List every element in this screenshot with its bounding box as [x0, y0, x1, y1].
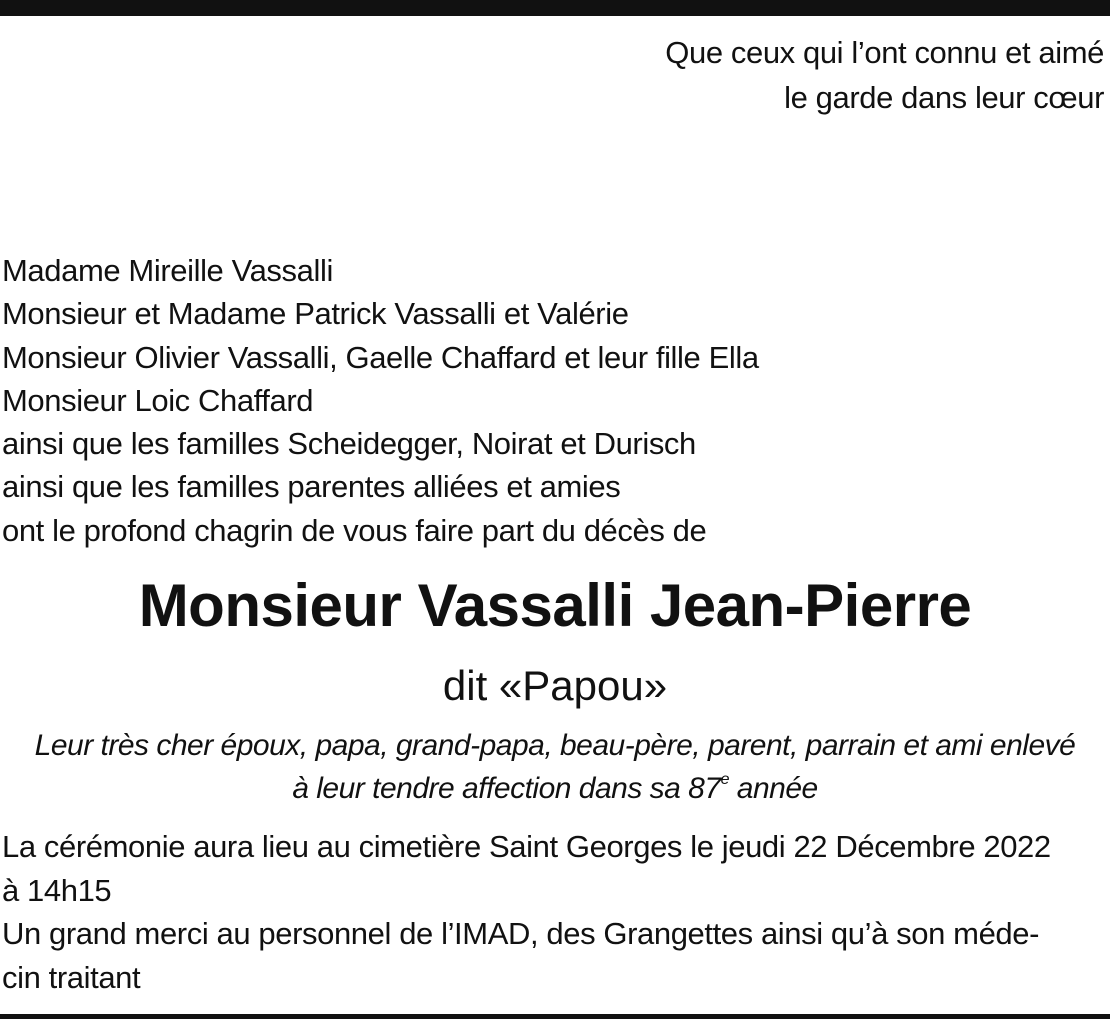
tribute-line: [0, 767, 1110, 810]
family-announcement: [2, 249, 759, 552]
ceremony-line: à 14h15: [2, 872, 112, 908]
deceased-nickname: dit «Papou»: [442, 662, 668, 709]
tribute-text-segment: à leur tendre affection dans sa 87: [292, 772, 721, 805]
tribute-text: [0, 724, 1110, 810]
ceremony-line: La cérémonie aura lieu au cimetière Saint Georges le jeudi 22 Décembre 2022: [2, 829, 1051, 864]
epigraph-line: Que ceux qui l’ont connu et aimé: [665, 35, 1104, 70]
family-line: Monsieur Olivier Vassalli, Gaelle Chaffard et leur fille Ella: [2, 339, 759, 375]
family-line: ainsi que les familles parentes alliées et amies: [2, 469, 621, 505]
epigraph-quote: [665, 30, 1104, 120]
family-line: ont le profond chagrin de vous faire part du décès de: [2, 512, 707, 548]
ordinal-superscript: e: [720, 771, 729, 788]
deceased-name: Monsieur Vassalli Jean-Pierre: [138, 572, 972, 639]
epigraph-line: le garde dans leur cœur: [784, 80, 1104, 115]
bottom-border-rule: [0, 1014, 1110, 1019]
ceremony-details: [2, 825, 1051, 999]
family-line: Monsieur Loic Chaffard: [2, 382, 314, 418]
tribute-text-segment: année: [728, 772, 818, 805]
tribute-line: Leur très cher époux, papa, grand-papa, beau-père, parent, parrain et ami enlevé: [34, 729, 1076, 762]
ceremony-line: Un grand merci au personnel de l’IMAD, des Grangettes ainsi qu’à son méde-: [2, 916, 1040, 951]
family-line: Monsieur et Madame Patrick Vassalli et Valérie: [2, 296, 629, 332]
family-line: Madame Mireille Vassalli: [2, 253, 333, 288]
top-border-rule: [0, 0, 1110, 16]
ceremony-line: cin traitant: [2, 959, 141, 995]
family-line: ainsi que les familles Scheidegger, Noirat et Durisch: [2, 426, 696, 462]
